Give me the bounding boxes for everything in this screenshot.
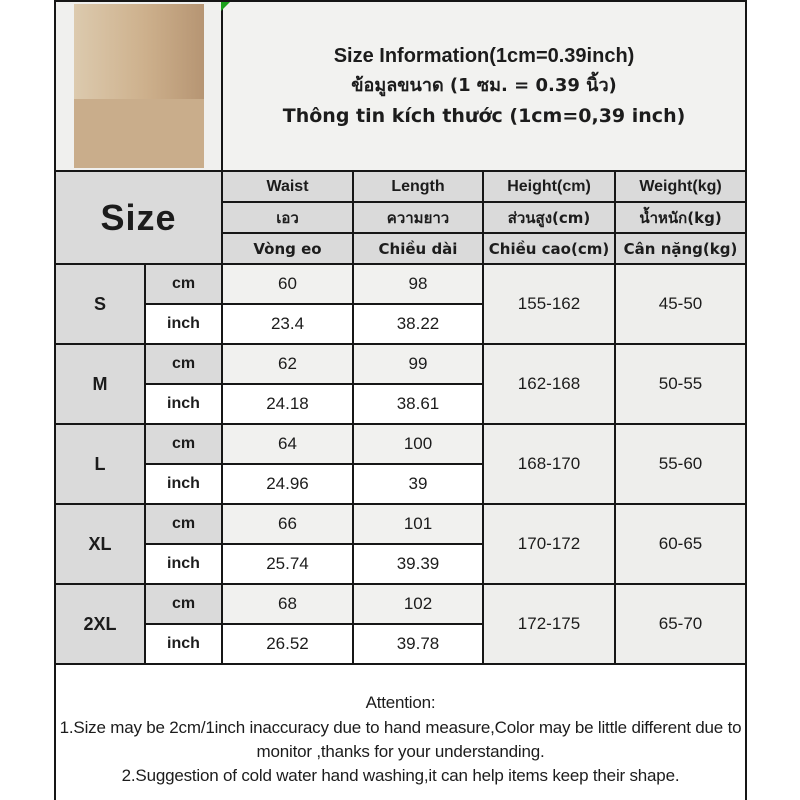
waist-inch-cell: 26.52 <box>222 624 353 664</box>
col-header-waist-th: เอว <box>222 202 353 233</box>
size-row-s-cm <box>55 264 746 304</box>
col-header-length-en: Length <box>353 171 483 202</box>
attention-line-1: 1.Size may be 2cm/1inch inaccuracy due to hand measure,Color may be little different due to monitor ,thanks for your understanding. <box>59 717 742 761</box>
unit-inch-cell: inch <box>145 544 222 584</box>
col-header-waist-en: Waist <box>222 171 353 202</box>
size-row-m-cm <box>55 344 746 384</box>
length-inch-cell: 39.78 <box>353 624 483 664</box>
length-inch-cell: 38.22 <box>353 304 483 344</box>
product-photo-cell <box>55 1 222 171</box>
waist-cm-cell: 64 <box>222 424 353 464</box>
attention-row <box>55 664 746 800</box>
size-row-xl-cm <box>55 504 746 544</box>
size-label-cell: L <box>55 424 145 504</box>
waist-inch-cell: 24.96 <box>222 464 353 504</box>
size-table <box>54 0 747 800</box>
waist-cm-cell: 68 <box>222 584 353 624</box>
height-range-cell: 170-172 <box>483 504 615 584</box>
col-header-weight-vi: Cân nặng(kg) <box>615 233 746 264</box>
weight-range-cell: 65-70 <box>615 584 746 664</box>
length-cm-cell: 99 <box>353 344 483 384</box>
height-range-cell: 172-175 <box>483 584 615 664</box>
size-row-l-cm <box>55 424 746 464</box>
height-range-cell: 162-168 <box>483 344 615 424</box>
top-row <box>55 1 746 171</box>
length-cm-cell: 101 <box>353 504 483 544</box>
attention-box <box>55 664 746 800</box>
unit-cm-cell: cm <box>145 424 222 464</box>
weight-range-cell: 45-50 <box>615 264 746 344</box>
size-row-2xl-cm <box>55 584 746 624</box>
size-chart-sheet <box>54 0 746 800</box>
col-header-length-th: ความยาว <box>353 202 483 233</box>
size-header: Size <box>55 171 222 264</box>
col-header-waist-vi: Vòng eo <box>222 233 353 264</box>
title-thai: ข้อมูลขนาด (1 ซม. = 0.39 นิ้ว) <box>351 75 617 96</box>
size-label-cell: 2XL <box>55 584 145 664</box>
col-header-height-en: Height(cm) <box>483 171 615 202</box>
col-header-length-vi: Chiều dài <box>353 233 483 264</box>
waist-cm-cell: 62 <box>222 344 353 384</box>
header-row-english <box>55 171 746 202</box>
photo-wood-panel <box>149 4 204 99</box>
unit-cm-cell: cm <box>145 344 222 384</box>
title-vietnamese: Thông tin kích thước (1cm=0,39 inch) <box>282 105 686 127</box>
waist-inch-cell: 24.18 <box>222 384 353 424</box>
unit-cm-cell: cm <box>145 504 222 544</box>
green-triangle-marker-icon <box>221 2 230 11</box>
length-cm-cell: 98 <box>353 264 483 304</box>
col-header-height-vi: Chiều cao(cm) <box>483 233 615 264</box>
height-range-cell: 155-162 <box>483 264 615 344</box>
col-header-height-th: ส่วนสูง(cm) <box>483 202 615 233</box>
unit-inch-cell: inch <box>145 464 222 504</box>
unit-inch-cell: inch <box>145 304 222 344</box>
length-cm-cell: 102 <box>353 584 483 624</box>
waist-cm-cell: 60 <box>222 264 353 304</box>
col-header-weight-en: Weight(kg) <box>615 171 746 202</box>
length-inch-cell: 39.39 <box>353 544 483 584</box>
unit-cm-cell: cm <box>145 584 222 624</box>
waist-inch-cell: 25.74 <box>222 544 353 584</box>
title-english: Size Information(1cm=0.39inch) <box>333 45 635 67</box>
height-range-cell: 168-170 <box>483 424 615 504</box>
length-inch-cell: 38.61 <box>353 384 483 424</box>
weight-range-cell: 55-60 <box>615 424 746 504</box>
waist-cm-cell: 66 <box>222 504 353 544</box>
length-cm-cell: 100 <box>353 424 483 464</box>
unit-inch-cell: inch <box>145 624 222 664</box>
size-label-cell: S <box>55 264 145 344</box>
product-photo <box>74 4 204 168</box>
attention-heading: Attention: <box>365 693 436 713</box>
weight-range-cell: 60-65 <box>615 504 746 584</box>
length-inch-cell: 39 <box>353 464 483 504</box>
title-cell <box>222 1 746 171</box>
waist-inch-cell: 23.4 <box>222 304 353 344</box>
weight-range-cell: 50-55 <box>615 344 746 424</box>
attention-line-2: 2.Suggestion of cold water hand washing,it can help items keep their shape. <box>121 766 680 786</box>
size-label-cell: M <box>55 344 145 424</box>
unit-inch-cell: inch <box>145 384 222 424</box>
unit-cm-cell: cm <box>145 264 222 304</box>
size-label-cell: XL <box>55 504 145 584</box>
col-header-weight-th: น้ำหนัก(kg) <box>615 202 746 233</box>
